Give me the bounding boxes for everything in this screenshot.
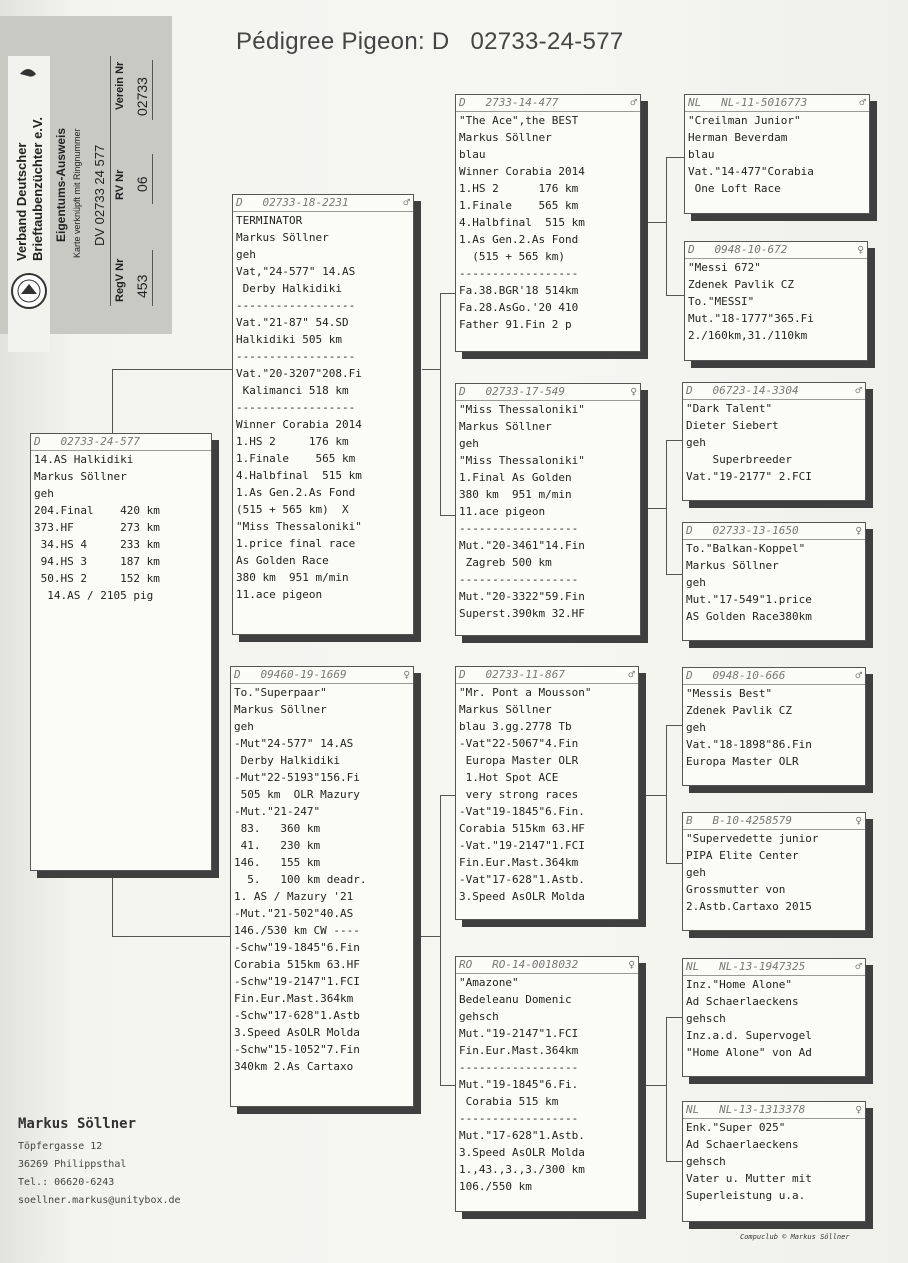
connector (440, 293, 456, 294)
pigeon-line: 3.Speed AsOLR Molda (459, 1146, 585, 1159)
ownership-card (0, 16, 172, 334)
ring-id: B-10-4258579 (712, 814, 792, 827)
verein-value: 02733 (134, 77, 150, 116)
ring-id: NL-13-1947325 (719, 960, 806, 973)
connector (646, 795, 666, 796)
pigeon-line: 340km 2.As Cartaxo (234, 1060, 354, 1073)
pigeon-line: Bedeleanu Domenic (459, 993, 572, 1006)
pigeon-line: 14.AS Halkidiki (34, 453, 134, 466)
pigeon-line: "Miss Thessaloniki" (459, 403, 585, 416)
pigeon-line: Zagreb 500 km (459, 556, 552, 569)
pigeon-line: 1.Finale 565 km (236, 452, 356, 465)
pigeon-lines (686, 830, 862, 915)
pigeon-header: D 06723-14-3304 ♂ (683, 383, 865, 400)
pigeon-line: 204.Final 420 km (34, 504, 160, 517)
connector (666, 725, 667, 863)
connector (666, 157, 684, 158)
pigeon-header: NL NL-11-5016773 ♂ (685, 95, 869, 112)
pigeon-box-fm (455, 383, 641, 636)
pigeon-line: -Schw"15-1052"7.Fin (234, 1043, 360, 1056)
pigeon-line: geh (459, 437, 479, 450)
pigeon-line: gehsch (686, 1155, 726, 1168)
pigeon-line: Inz."Home Alone" (686, 978, 792, 991)
connector (420, 936, 440, 937)
pigeon-line: Zdenek Pavlik CZ (686, 704, 792, 717)
ring-id: 2733-14-477 (485, 96, 559, 109)
pigeon-line: 1.Final As Golden (459, 471, 572, 484)
sex-symbol: ♀ (630, 385, 637, 398)
connector (666, 1017, 667, 1161)
pigeon-header: D 02733-13-1650 ♀ (683, 523, 865, 540)
ring-id: 0948-10-666 (712, 669, 786, 682)
pigeon-line: 41. 230 km (234, 839, 321, 852)
pigeon-line: gehsch (686, 1012, 726, 1025)
pigeon-line: Europa Master OLR (686, 755, 799, 768)
pigeon-line: "Messi 672" (688, 261, 761, 274)
breeder-name: Markus Söllner (18, 1116, 137, 1132)
pigeon-line: "Miss Thessaloniki" (236, 520, 362, 533)
pigeon-line: Ad Schaerlaeckens (686, 995, 799, 1008)
pigeon-box-father (232, 194, 414, 635)
pigeon-line: Derby Halkidiki (236, 282, 342, 295)
pigeon-line: (515 + 565 km) (459, 250, 565, 263)
pigeon-line: -Vat."19-2147"1.FCI (459, 839, 585, 852)
card-underline-verein (152, 60, 153, 120)
connector (666, 295, 684, 296)
pigeon-line: Fa.28.AsGo.'20 410 (459, 301, 579, 314)
connector (112, 369, 232, 370)
card-underline-regv (152, 250, 153, 306)
sex-symbol: ♀ (855, 814, 862, 827)
pigeon-line: Markus Söllner (236, 231, 329, 244)
pigeon-line: Superbreeder (686, 453, 792, 466)
pigeon-line: 1.,43.,3.,3./300 km (459, 1163, 585, 1176)
pigeon-line: 1.Hot Spot ACE (459, 771, 559, 784)
pigeon-line: 1.HS 2 176 km (459, 182, 579, 195)
pigeon-line: 83. 360 km (234, 822, 321, 835)
pigeon-line: Inz.a.d. Supervogel (686, 1029, 812, 1042)
pigeon-lines (686, 400, 862, 485)
pigeon-box-fff (684, 94, 870, 214)
pigeon-line: (515 + 565 km) X (236, 503, 349, 516)
pigeon-line: 380 km 951 m/min (236, 571, 349, 584)
pigeon-line: Mut."20-3461"14.Fin (459, 539, 585, 552)
pigeon-line: Winner Corabia 2014 (236, 418, 362, 431)
sex-symbol: ♀ (855, 1103, 862, 1116)
ring-number: DV 02733 24 577 (92, 144, 107, 246)
connector (440, 1085, 456, 1086)
pigeon-line: "Creilman Junior" (688, 114, 801, 127)
pigeon-line: 2./160km,31./110km (688, 329, 808, 342)
connector (440, 795, 441, 1085)
pigeon-line: To."Balkan-Koppel" (686, 542, 806, 555)
pigeon-header: D 02733-18-2231 ♂ (233, 195, 413, 212)
sex-symbol: ♂ (855, 960, 862, 973)
pigeon-box-subject (30, 433, 212, 871)
ring-id: 02733-17-549 (485, 385, 565, 398)
pigeon-line: geh (686, 721, 706, 734)
sex-symbol: ♂ (628, 668, 635, 681)
association-logo-icon (6, 56, 52, 352)
pigeon-line: -Vat"19-1845"6.Fin. (459, 805, 585, 818)
pigeon-line: ------------------ (459, 573, 579, 586)
breeder-city: 36269 Philippsthal (18, 1159, 127, 1170)
connector (646, 1085, 666, 1086)
pigeon-line: Mut."17-628"1.Astb. (459, 1129, 585, 1142)
pigeon-line: One Loft Race (688, 182, 781, 195)
pigeon-header: B B-10-4258579 ♀ (683, 813, 865, 830)
pigeon-box-ff (455, 94, 641, 352)
pigeon-line: Vat."14-477"Corabia (688, 165, 814, 178)
pigeon-line: Markus Söllner (686, 559, 779, 572)
pigeon-line: 4.Halbfinal 515 km (236, 469, 362, 482)
pigeon-line: ------------------ (236, 299, 356, 312)
pigeon-lines (459, 684, 635, 905)
pigeon-line: very strong races (459, 788, 579, 801)
pigeon-line: Halkidiki 505 km (236, 333, 342, 346)
breeder-email[interactable]: soellner.markus@unitybox.de (18, 1195, 181, 1206)
pigeon-line: "Home Alone" von Ad (686, 1046, 812, 1059)
pigeon-line: 373.HF 273 km (34, 521, 160, 534)
pigeon-line: 106./550 km (459, 1180, 532, 1193)
pigeon-line: 2.Astb.Cartaxo 2015 (686, 900, 812, 913)
pigeon-lines (686, 976, 862, 1061)
pigeon-line: Vat."20-3207"208.Fi (236, 367, 362, 380)
sex-symbol: ♀ (857, 243, 864, 256)
pigeon-lines (686, 685, 862, 770)
pigeon-line: -Schw"19-2147"1.FCI (234, 975, 360, 988)
pigeon-line: Enk."Super 025" (686, 1121, 786, 1134)
ring-id: 02733-24-577 (60, 435, 140, 448)
pigeon-line: Europa Master OLR (459, 754, 579, 767)
pigeon-line: To."Superpaar" (234, 686, 327, 699)
pigeon-line: Superst.390km 32.HF (459, 607, 585, 620)
pigeon-line: Vat,"24-577" 14.AS (236, 265, 356, 278)
pigeon-line: As Golden Race (236, 554, 329, 567)
pigeon-line: 1.As Gen.2.As Fond (236, 486, 356, 499)
pigeon-lines (236, 212, 410, 603)
pigeon-line: 5. 100 km deadr. (234, 873, 367, 886)
pigeon-line: -Vat"17-628"1.Astb. (459, 873, 585, 886)
pigeon-header: D 02733-17-549 ♀ (456, 384, 640, 401)
pigeon-line: Fa.38.BGR'18 514km (459, 284, 579, 297)
pigeon-line: Markus Söllner (34, 470, 127, 483)
rv-value: 06 (134, 176, 150, 192)
pigeon-line: blau (459, 148, 486, 161)
pigeon-line: blau (688, 148, 715, 161)
pigeon-line: ------------------ (459, 1061, 579, 1074)
pigeon-line: 146./530 km CW ---- (234, 924, 360, 937)
pigeon-line: Corabia 515km 63.HF (459, 822, 585, 835)
pigeon-header: D 09460-19-1669 ♀ (231, 667, 413, 684)
pigeon-box-mother (230, 666, 414, 1107)
pigeon-header: D 0948-10-672 ♀ (685, 242, 867, 259)
breeder-phone: Tel.: 06620-6243 (18, 1177, 115, 1188)
pigeon-line: Corabia 515km 63.HF (234, 958, 360, 971)
connector (648, 222, 666, 223)
pigeon-box-mff (682, 667, 866, 786)
card-heading: Eigentums-Ausweis (54, 127, 68, 242)
pigeon-header: NL NL-13-1313378 ♀ (683, 1102, 865, 1119)
pigeon-lines (459, 974, 635, 1195)
pigeon-line: Vat."19-2177" 2.FCI (686, 470, 812, 483)
pigeon-line: 3.Speed AsOLR Molda (459, 890, 585, 903)
pigeon-line: Winner Corabia 2014 (459, 165, 585, 178)
pigeon-line: "Messis Best" (686, 687, 773, 700)
ring-id: RO-14-0018032 (492, 958, 579, 971)
sex-symbol: ♂ (403, 196, 410, 209)
pigeon-line: geh (234, 720, 254, 733)
pigeon-line: Vater u. Mutter mit (686, 1172, 812, 1185)
pigeon-line: Fin.Eur.Mast.364km (459, 856, 579, 869)
pigeon-header: RO RO-14-0018032 ♀ (456, 957, 638, 974)
pigeon-line: Markus Söllner (459, 131, 552, 144)
pigeon-line: 4.Halbfinal 515 km (459, 216, 585, 229)
pigeon-lines (686, 1119, 862, 1204)
breeder-address (18, 1116, 181, 1210)
ring-id: 09460-19-1669 (260, 668, 347, 681)
pigeon-lines (459, 112, 637, 333)
pigeon-line: ------------------ (459, 522, 579, 535)
connector (422, 369, 440, 370)
pigeon-header: D 2733-14-477 ♂ (456, 95, 640, 112)
pigeon-line: 11.ace pigeon (236, 588, 323, 601)
rv-label: RV Nr (114, 169, 126, 200)
ring-id: 0948-10-672 (714, 243, 788, 256)
pigeon-line: "The Ace",the BEST (459, 114, 579, 127)
pigeon-header: D 02733-11-867 ♂ (456, 667, 638, 684)
pigeon-box-mmf (682, 958, 866, 1077)
sex-symbol: ♀ (855, 524, 862, 537)
pigeon-line: geh (34, 487, 54, 500)
pigeon-box-mmm (682, 1101, 866, 1222)
pigeon-line: Fin.Eur.Mast.364km (234, 992, 354, 1005)
pigeon-line: Mut."18-1777"365.Fi (688, 312, 814, 325)
pigeon-line: Grossmutter von (686, 883, 786, 896)
pigeon-line: Vat."21-87" 54.SD (236, 316, 349, 329)
pigeon-line: Herman Beverdam (688, 131, 788, 144)
pigeon-line: To."MESSI" (688, 295, 755, 308)
pigeon-line: "Dark Talent" (686, 402, 773, 415)
pigeon-line: AS Golden Race380km (686, 610, 812, 623)
pigeon-box-fmf (682, 382, 866, 501)
pigeon-line: -Schw"17-628"1.Astb (234, 1009, 360, 1022)
pigeon-line: ------------------ (459, 1112, 579, 1125)
pigeon-line: 380 km 951 m/min (459, 488, 572, 501)
pigeon-lines (459, 401, 637, 622)
pigeon-line: Kalimanci 518 km (236, 384, 349, 397)
connector (440, 515, 456, 516)
pigeon-line: 50.HS 2 152 km (34, 572, 160, 585)
pigeon-line: Markus Söllner (459, 703, 552, 716)
ring-id: NL-11-5016773 (721, 96, 808, 109)
breeder-street: Töpfergasse 12 (18, 1141, 103, 1152)
pigeon-line: -Mut"24-577" 14.AS (234, 737, 354, 750)
pigeon-line: Mut."20-3322"59.Fin (459, 590, 585, 603)
pigeon-box-fmm (682, 522, 866, 641)
page-title: Pédigree Pigeon: D 02733-24-577 (236, 28, 624, 55)
card-underline-rv (152, 154, 153, 204)
pigeon-line: 3.Speed AsOLR Molda (234, 1026, 360, 1039)
org-name-line2: Brieftaubenzüchter e.V. (30, 116, 45, 261)
pigeon-line: -Mut."21-247" (234, 805, 321, 818)
pigeon-lines (688, 112, 866, 197)
pigeon-line: 1. AS / Mazury '21 (234, 890, 354, 903)
pigeon-line: 1.HS 2 176 km (236, 435, 349, 448)
pigeon-line: geh (686, 576, 706, 589)
pigeon-line: -Schw"19-1845"6.Fin (234, 941, 360, 954)
pigeon-line: Markus Söllner (234, 703, 327, 716)
pigeon-line: 11.ace pigeon (459, 505, 546, 518)
pigeon-box-ffm (684, 241, 868, 361)
pigeon-line: -Mut."21-502"40.AS (234, 907, 354, 920)
pigeon-line: Vat."18-1898"86.Fin (686, 738, 812, 751)
regv-value: 453 (134, 274, 150, 298)
connector (440, 795, 456, 796)
pigeon-lines (34, 451, 208, 604)
connector (112, 872, 113, 936)
pigeon-line: geh (686, 436, 706, 449)
pigeon-line: -Vat"22-5067"4.Fin (459, 737, 579, 750)
pigeon-line: geh (236, 248, 256, 261)
pigeon-line: Dieter Siebert (686, 419, 779, 432)
pigeon-header: D 02733-24-577 (31, 434, 211, 451)
pigeon-line: gehsch (459, 1010, 499, 1023)
connector (646, 508, 666, 509)
card-subheading: Karte verknüpft mit Ringnummer (72, 128, 82, 258)
regv-label: RegV Nr (114, 258, 126, 302)
pigeon-line: Markus Söllner (459, 420, 552, 433)
pigeon-line: 94.HS 3 187 km (34, 555, 160, 568)
sex-symbol: ♂ (630, 96, 637, 109)
connector (666, 157, 667, 295)
pigeon-line: Fin.Eur.Mast.364km (459, 1044, 579, 1057)
pigeon-line: blau 3.gg.2778 Tb (459, 720, 572, 733)
pigeon-header: NL NL-13-1947325 ♂ (683, 959, 865, 976)
pigeon-box-mfm (682, 812, 866, 931)
pigeon-lines (688, 259, 864, 344)
pigeon-line: TERMINATOR (236, 214, 303, 227)
ring-id: NL-13-1313378 (719, 1103, 806, 1116)
pigeon-line: -Mut"22-5193"156.Fi (234, 771, 360, 784)
pigeon-line: Zdenek Pavlik CZ (688, 278, 794, 291)
pigeon-line: 505 km OLR Mazury (234, 788, 360, 801)
pigeon-lines (686, 540, 862, 625)
connector (666, 440, 667, 574)
pigeon-line: ------------------ (236, 350, 356, 363)
org-name-line1: Verband Deutscher (14, 142, 29, 261)
pigeon-line: Father 91.Fin 2 p (459, 318, 572, 331)
pigeon-line: "Miss Thessaloniki" (459, 454, 585, 467)
pigeon-line: 14.AS / 2105 pig (34, 589, 154, 602)
pigeon-line: geh (686, 866, 706, 879)
sex-symbol: ♀ (403, 668, 410, 681)
connector (112, 369, 113, 433)
pigeon-line: Corabia 515 km (459, 1095, 559, 1108)
ring-id: 02733-13-1650 (712, 524, 799, 537)
connector (112, 936, 232, 937)
pigeon-line: ------------------ (459, 267, 579, 280)
pigeon-box-mf (455, 666, 639, 920)
sex-symbol: ♂ (859, 96, 866, 109)
pigeon-line: Ad Schaerlaeckens (686, 1138, 799, 1151)
ring-id: 02733-11-867 (485, 668, 565, 681)
pigeon-line: Mut."17-549"1.price (686, 593, 812, 606)
ring-id: 02733-18-2231 (262, 196, 349, 209)
ring-id: 06723-14-3304 (712, 384, 799, 397)
pigeon-box-mm (455, 956, 639, 1212)
sex-symbol: ♀ (628, 958, 635, 971)
pigeon-line: PIPA Elite Center (686, 849, 799, 862)
pigeon-line: 1.price final race (236, 537, 356, 550)
pigeon-line: 34.HS 4 233 km (34, 538, 160, 551)
pigeon-line: 1.As Gen.2.As Fond (459, 233, 579, 246)
pigeon-line: Mut."19-2147"1.FCI (459, 1027, 579, 1040)
pigeon-lines (234, 684, 410, 1075)
sex-symbol: ♂ (855, 384, 862, 397)
pigeon-line: 1.Finale 565 km (459, 199, 579, 212)
pigeon-line: Derby Halkidiki (234, 754, 340, 767)
pigeon-line: Mut."19-1845"6.Fi. (459, 1078, 579, 1091)
footer-credit: Compuclub © Markus Söllner (740, 1233, 850, 1241)
pigeon-line: "Supervedette junior (686, 832, 819, 845)
pigeon-line: ------------------ (236, 401, 356, 414)
card-divider (110, 56, 111, 306)
connector (440, 293, 441, 515)
verein-label: Verein Nr (114, 61, 126, 110)
pigeon-header: D 0948-10-666 ♂ (683, 668, 865, 685)
pigeon-line: "Amazone" (459, 976, 519, 989)
pigeon-line: Superleistung u.a. (686, 1189, 806, 1202)
pigeon-line: 146. 155 km (234, 856, 321, 869)
pigeon-line: "Mr. Pont a Mousson" (459, 686, 592, 699)
sex-symbol: ♂ (855, 669, 862, 682)
